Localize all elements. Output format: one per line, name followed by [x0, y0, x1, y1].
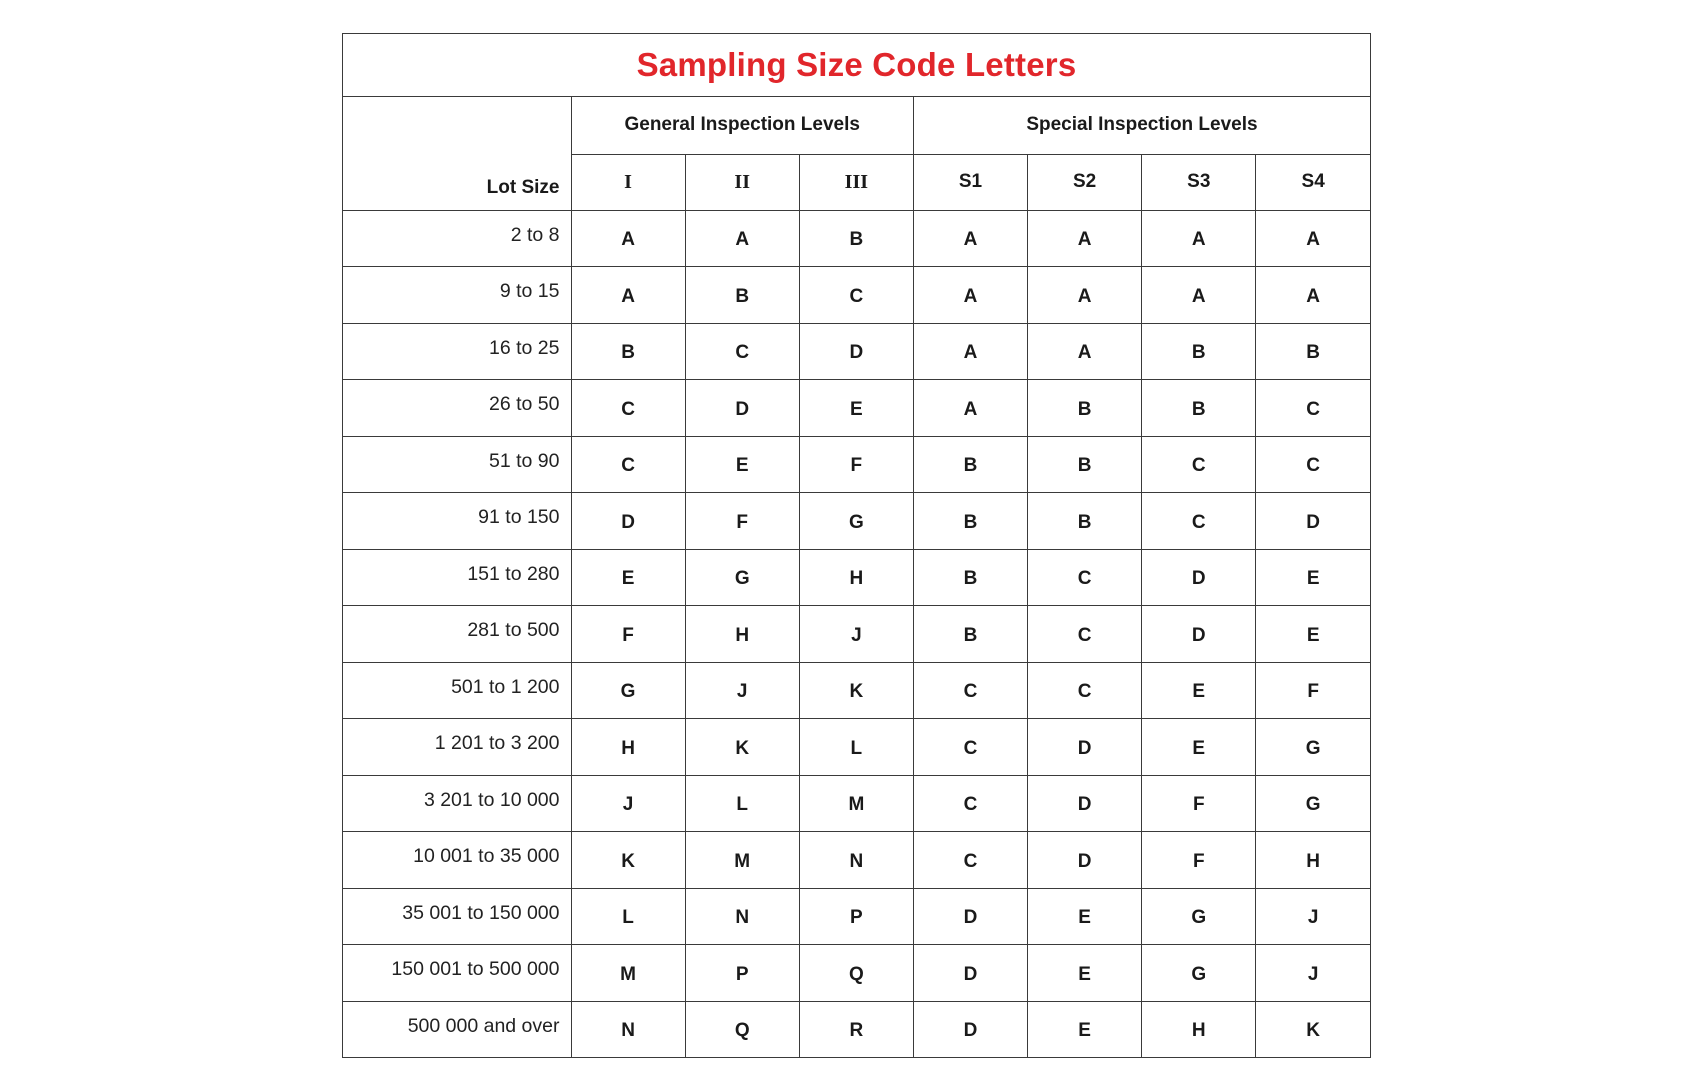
lot-size-cell: 501 to 1 200	[343, 662, 571, 719]
table-row	[343, 1001, 1370, 1057]
table-row	[343, 380, 1370, 437]
code-letter-cell: A	[1028, 210, 1142, 267]
code-letter-cell: C	[913, 832, 1027, 889]
code-letter-cell: N	[571, 1001, 685, 1057]
code-letter-cell: E	[1142, 662, 1256, 719]
lot-size-cell: 1 201 to 3 200	[343, 719, 571, 776]
code-letter-cell: A	[571, 267, 685, 324]
code-letter-cell: J	[799, 606, 913, 663]
code-letter-cell: A	[1028, 323, 1142, 380]
code-letter-cell: D	[799, 323, 913, 380]
lot-size-cell: 3 201 to 10 000	[343, 775, 571, 832]
code-letter-cell: G	[1142, 945, 1256, 1002]
code-letter-cell: A	[685, 210, 799, 267]
table-row	[343, 549, 1370, 606]
code-letter-cell: C	[571, 436, 685, 493]
code-letter-cell: G	[1256, 719, 1370, 776]
table-row	[343, 719, 1370, 776]
code-letter-cell: H	[571, 719, 685, 776]
code-letter-cell: K	[1256, 1001, 1370, 1057]
code-letter-cell: E	[571, 549, 685, 606]
code-letter-cell: F	[571, 606, 685, 663]
code-letter-cell: H	[1142, 1001, 1256, 1057]
code-letter-cell: C	[913, 662, 1027, 719]
code-letter-cell: C	[913, 775, 1027, 832]
code-letter-cell: B	[1028, 493, 1142, 550]
code-letter-cell: B	[913, 436, 1027, 493]
code-letter-cell: D	[571, 493, 685, 550]
code-letter-cell: E	[1256, 549, 1370, 606]
lot-size-cell: 51 to 90	[343, 436, 571, 493]
code-letter-cell: Q	[799, 945, 913, 1002]
table-row	[343, 436, 1370, 493]
code-letter-cell: B	[913, 549, 1027, 606]
code-letter-cell: E	[1142, 719, 1256, 776]
lot-size-cell: 91 to 150	[343, 493, 571, 550]
code-letter-cell: G	[571, 662, 685, 719]
lot-size-cell: 151 to 280	[343, 549, 571, 606]
code-letter-cell: A	[1256, 210, 1370, 267]
code-letter-cell: H	[685, 606, 799, 663]
code-letter-cell: D	[1028, 832, 1142, 889]
code-letter-cell: G	[799, 493, 913, 550]
table-row	[343, 493, 1370, 550]
code-letter-cell: G	[1142, 888, 1256, 945]
level-header-II: II	[685, 154, 799, 210]
code-letter-cell: J	[571, 775, 685, 832]
level-header-S2: S2	[1028, 154, 1142, 210]
code-letter-cell: D	[913, 1001, 1027, 1057]
lot-size-cell: 2 to 8	[343, 210, 571, 267]
code-letter-cell: D	[1028, 775, 1142, 832]
code-letter-cell: B	[1028, 436, 1142, 493]
table-row	[343, 888, 1370, 945]
code-letter-cell: B	[1142, 323, 1256, 380]
lot-size-cell: 16 to 25	[343, 323, 571, 380]
table-row	[343, 210, 1370, 267]
code-letter-cell: J	[1256, 945, 1370, 1002]
code-letter-cell: J	[1256, 888, 1370, 945]
code-letter-cell: G	[685, 549, 799, 606]
code-letter-cell: G	[1256, 775, 1370, 832]
code-letter-cell: C	[685, 323, 799, 380]
code-letter-cell: B	[799, 210, 913, 267]
code-letter-cell: A	[913, 210, 1027, 267]
code-letter-cell: P	[685, 945, 799, 1002]
code-letter-cell: A	[913, 267, 1027, 324]
table-title: Sampling Size Code Letters	[343, 34, 1370, 96]
lot-size-cell: 150 001 to 500 000	[343, 945, 571, 1002]
code-letter-cell: C	[571, 380, 685, 437]
special-inspection-levels-header: Special Inspection Levels	[913, 96, 1370, 154]
code-letter-cell: F	[1142, 775, 1256, 832]
code-letters-table-frame	[342, 33, 1371, 1058]
code-letter-cell: D	[1142, 606, 1256, 663]
table-body	[343, 210, 1370, 1057]
table-row	[343, 945, 1370, 1002]
code-letter-cell: B	[913, 606, 1027, 663]
code-letter-cell: A	[1256, 267, 1370, 324]
code-letter-cell: A	[571, 210, 685, 267]
lot-size-cell: 9 to 15	[343, 267, 571, 324]
code-letter-cell: E	[1028, 1001, 1142, 1057]
lot-size-cell: 35 001 to 150 000	[343, 888, 571, 945]
code-letter-cell: D	[913, 888, 1027, 945]
code-letter-cell: C	[1142, 493, 1256, 550]
code-letter-cell: F	[1256, 662, 1370, 719]
code-letter-cell: C	[1028, 549, 1142, 606]
code-letter-cell: E	[1028, 945, 1142, 1002]
code-letter-cell: P	[799, 888, 913, 945]
level-header-S3: S3	[1142, 154, 1256, 210]
lot-size-cell: 500 000 and over	[343, 1001, 571, 1057]
code-letter-cell: Q	[685, 1001, 799, 1057]
code-letter-cell: N	[799, 832, 913, 889]
code-letter-cell: D	[913, 945, 1027, 1002]
code-letter-cell: C	[799, 267, 913, 324]
code-letter-cell: C	[1256, 380, 1370, 437]
lot-size-cell: 281 to 500	[343, 606, 571, 663]
code-letter-cell: K	[685, 719, 799, 776]
level-header-I: I	[571, 154, 685, 210]
table-row	[343, 267, 1370, 324]
table-row	[343, 775, 1370, 832]
code-letter-cell: K	[571, 832, 685, 889]
lot-size-cell: 26 to 50	[343, 380, 571, 437]
code-letter-cell: C	[1028, 662, 1142, 719]
code-letter-cell: E	[1028, 888, 1142, 945]
code-letter-cell: D	[1256, 493, 1370, 550]
code-letter-cell: N	[685, 888, 799, 945]
code-letter-cell: B	[1256, 323, 1370, 380]
code-letter-cell: D	[1142, 549, 1256, 606]
code-letter-cell: B	[1142, 380, 1256, 437]
code-letter-cell: C	[1142, 436, 1256, 493]
level-header-III: III	[799, 154, 913, 210]
code-letter-cell: F	[799, 436, 913, 493]
code-letter-cell: B	[1028, 380, 1142, 437]
code-letter-cell: J	[685, 662, 799, 719]
code-letter-cell: C	[1256, 436, 1370, 493]
code-letter-cell: H	[799, 549, 913, 606]
level-header-S4: S4	[1256, 154, 1370, 210]
code-letter-cell: E	[685, 436, 799, 493]
table-row	[343, 323, 1370, 380]
level-header-S1: S1	[913, 154, 1027, 210]
code-letter-cell: L	[799, 719, 913, 776]
table-row	[343, 662, 1370, 719]
code-letter-cell: M	[685, 832, 799, 889]
code-letter-cell: A	[1028, 267, 1142, 324]
code-letter-cell: K	[799, 662, 913, 719]
code-letter-cell: D	[1028, 719, 1142, 776]
code-letter-cell: B	[913, 493, 1027, 550]
code-letter-cell: D	[685, 380, 799, 437]
code-letter-cell: C	[1028, 606, 1142, 663]
code-letter-cell: F	[1142, 832, 1256, 889]
code-letter-cell: M	[799, 775, 913, 832]
code-letter-cell: E	[799, 380, 913, 437]
code-letter-cell: A	[913, 380, 1027, 437]
sampling-size-table	[343, 34, 1370, 1057]
lot-size-header: Lot Size	[343, 96, 571, 210]
table-row	[343, 832, 1370, 889]
code-letter-cell: H	[1256, 832, 1370, 889]
code-letter-cell: E	[1256, 606, 1370, 663]
code-letter-cell: A	[1142, 210, 1256, 267]
code-letter-cell: F	[685, 493, 799, 550]
code-letter-cell: R	[799, 1001, 913, 1057]
code-letter-cell: M	[571, 945, 685, 1002]
code-letter-cell: A	[913, 323, 1027, 380]
general-inspection-levels-header: General Inspection Levels	[571, 96, 913, 154]
code-letter-cell: L	[685, 775, 799, 832]
table-row	[343, 606, 1370, 663]
lot-size-cell: 10 001 to 35 000	[343, 832, 571, 889]
code-letter-cell: C	[913, 719, 1027, 776]
code-letter-cell: B	[685, 267, 799, 324]
code-letter-cell: A	[1142, 267, 1256, 324]
code-letter-cell: B	[571, 323, 685, 380]
code-letter-cell: L	[571, 888, 685, 945]
